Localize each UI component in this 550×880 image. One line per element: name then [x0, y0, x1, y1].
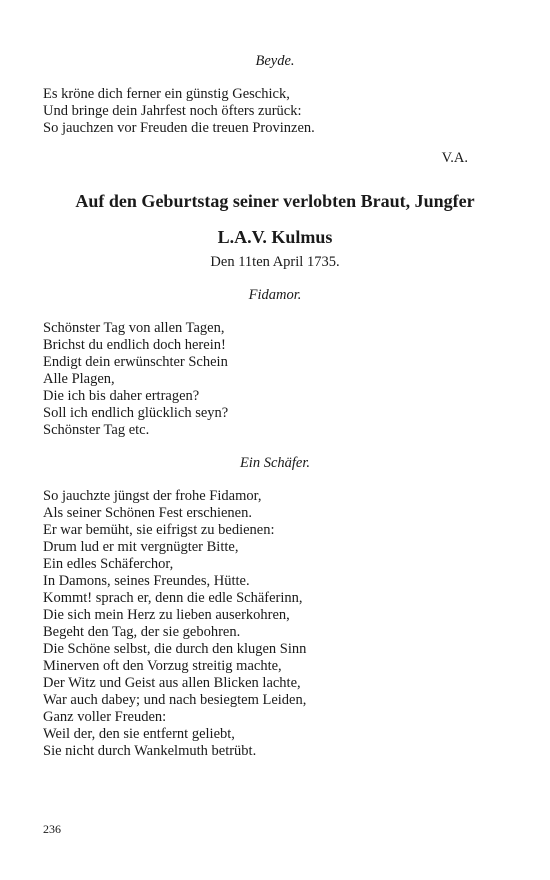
speaker-heading-beyde: Beyde. [255, 53, 295, 69]
verse-line: Der Witz und Geist aus allen Blicken lachte, [43, 675, 301, 691]
speaker-heading-fidamor: Fidamor. [248, 287, 302, 303]
poem-title-line-2: L.A.V. Kulmus [217, 227, 333, 247]
verse-line: So jauchzte jüngst der frohe Fidamor, [43, 488, 262, 504]
verse-line: Die Schöne selbst, die durch den klugen Sinn [43, 641, 307, 657]
stanza-schaefer [43, 488, 513, 760]
verse-line: Ein edles Schäferchor, [43, 556, 174, 572]
verse-line: Begeht den Tag, der sie gebohren. [43, 624, 241, 640]
verse-line: Die sich mein Herz zu lieben auserkohren, [43, 607, 290, 623]
poem-date: Den 11ten April 1735. [210, 254, 340, 270]
stanza-beyde [43, 86, 513, 137]
verse-line: Schönster Tag etc. [43, 422, 150, 438]
verse-line: Schönster Tag von allen Tagen, [43, 320, 225, 336]
verse-line: Drum lud er mit vergnügter Bitte, [43, 539, 239, 555]
verse-line: Soll ich endlich glücklich seyn? [43, 405, 229, 421]
author-signature: V.A. [441, 150, 468, 166]
verse-line: Brichst du endlich doch herein! [43, 337, 226, 353]
verse-line: Es kröne dich ferner ein günstig Geschick, [43, 86, 290, 102]
verse-line: Alle Plagen, [43, 371, 115, 387]
verse-line: Ganz voller Freuden: [43, 709, 167, 725]
verse-line: In Damons, seines Freundes, Hütte. [43, 573, 250, 589]
verse-line: Endigt dein erwünschter Schein [43, 354, 228, 370]
poem-title-line-1: Auf den Geburtstag seiner verlobten Braut, Jungfer [75, 191, 475, 211]
verse-line: So jauchzen vor Freuden die treuen Provinzen. [43, 120, 315, 136]
verse-line: Und bringe dein Jahrfest noch öfters zurück: [43, 103, 302, 119]
speaker-heading-schaefer: Ein Schäfer. [239, 455, 311, 471]
verse-line: Weil der, den sie entfernt geliebt, [43, 726, 235, 742]
verse-line: Kommt! sprach er, denn die edle Schäferinn, [43, 590, 303, 606]
verse-line: Als seiner Schönen Fest erschienen. [43, 505, 252, 521]
verse-line: War auch dabey; und nach besiegtem Leiden, [43, 692, 307, 708]
verse-line: Sie nicht durch Wankelmuth betrübt. [43, 743, 257, 759]
verse-line: Die ich bis daher ertragen? [43, 388, 200, 404]
stanza-fidamor [43, 320, 513, 439]
verse-line: Er war bemüht, sie eifrigst zu bedienen: [43, 522, 275, 538]
verse-line: Minerven oft den Vorzug streitig machte, [43, 658, 282, 674]
page-number: 236 [43, 822, 61, 836]
